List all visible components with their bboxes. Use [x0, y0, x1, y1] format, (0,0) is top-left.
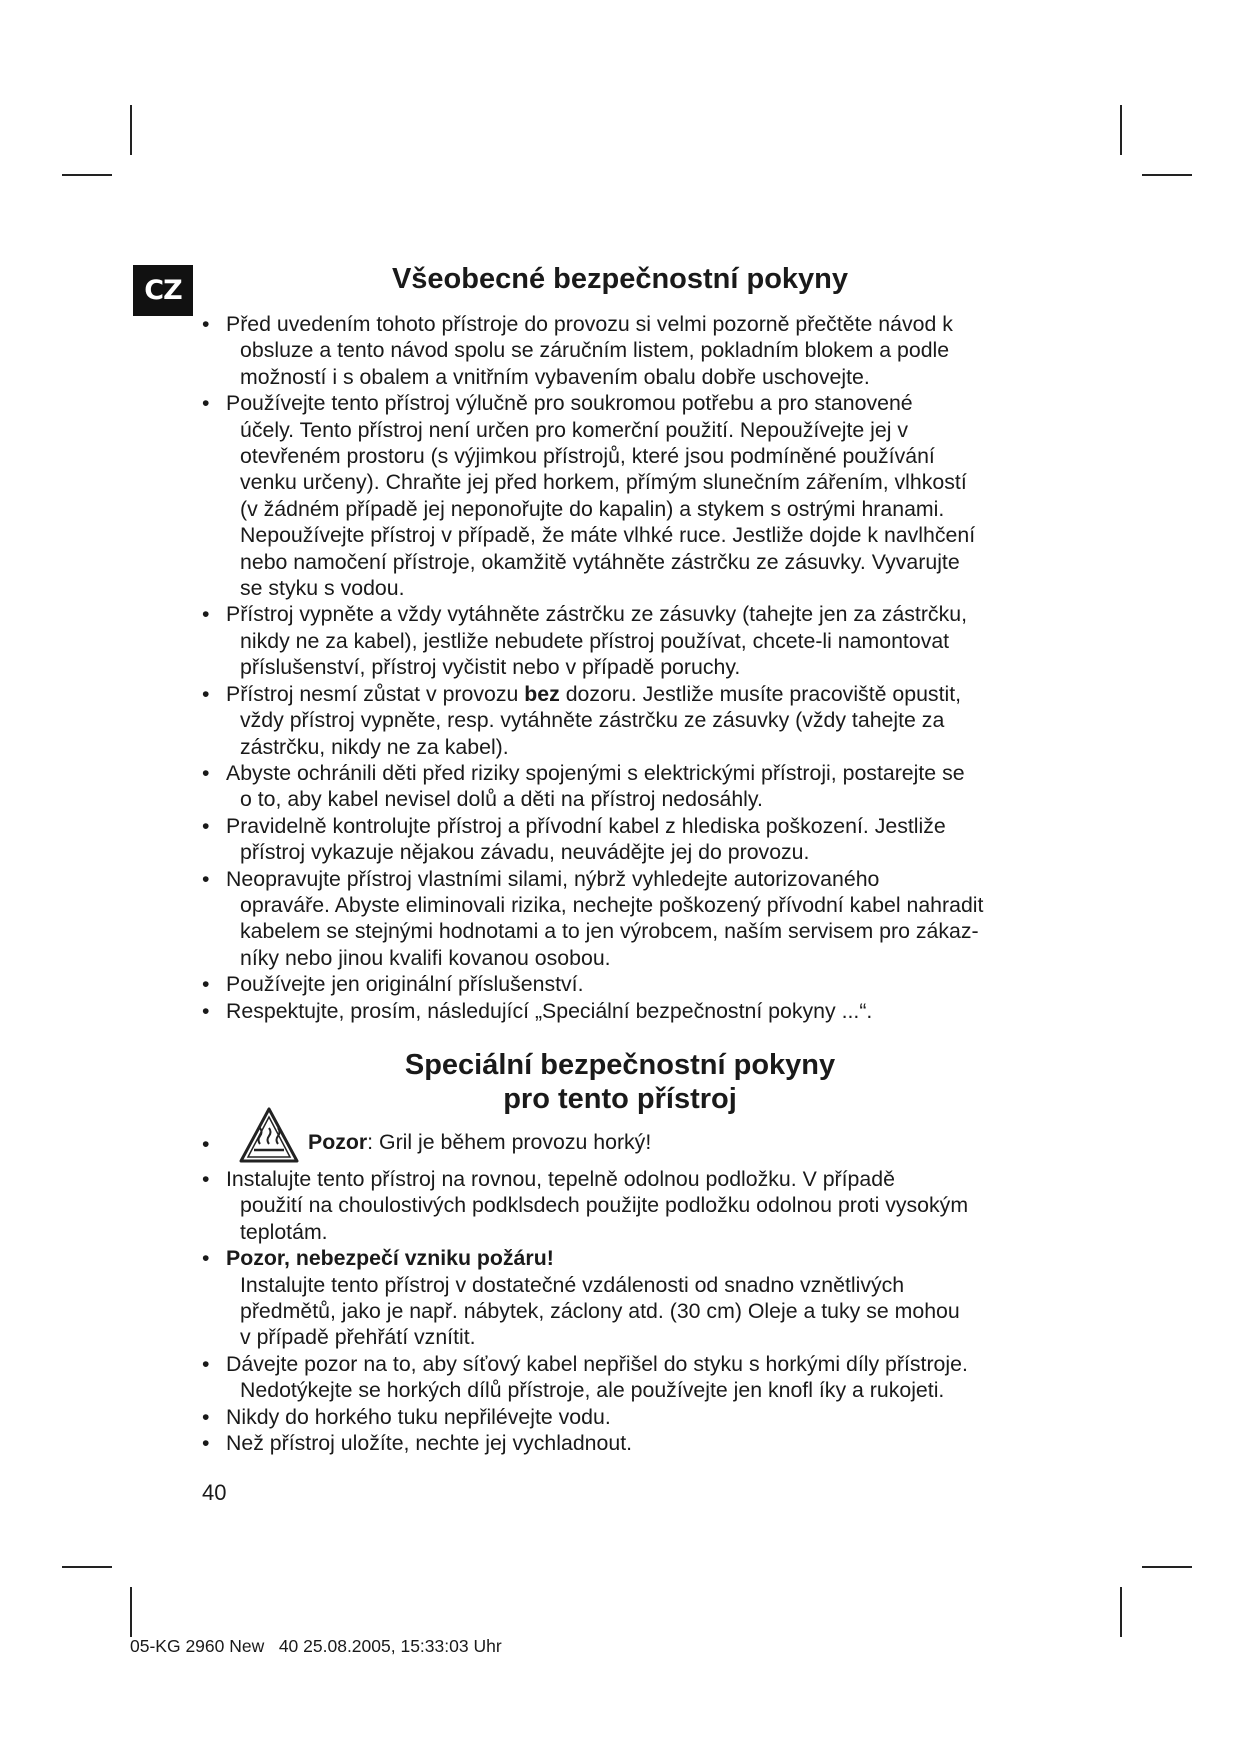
item-line: otevřeném prostoru (s výjimkou přístrojů, které jsou podmíněné používání: [240, 444, 935, 469]
crop-mark: [130, 1587, 132, 1637]
item-line: opraváře. Abyste eliminovali rizika, nechejte poškozený přívodní kabel nahradit: [240, 892, 984, 917]
item-line: níky nebo jinou kvalifi kovanou osobou.: [240, 945, 611, 970]
item-text: Přístroj nesmí zůstat v provozu: [226, 681, 525, 706]
item-line: Nikdy do horkého tuku nepřilévejte vodu.: [226, 1404, 611, 1429]
item-line: Než přístroj uložíte, nechte jej vychladnout.: [226, 1431, 633, 1456]
crop-mark: [130, 105, 132, 155]
item-line: Používejte tento přístroj výlučně pro soukromou potřebu a pro stanovené: [226, 391, 913, 416]
bullet: •: [202, 1431, 210, 1456]
item-line: použití na choulostivých podklsdech použijte podložku odolnou proti vysokým: [240, 1193, 969, 1218]
hot-warning-text: [308, 1130, 651, 1155]
bullet: •: [202, 813, 210, 838]
item-line: Před uvedením tohoto přístroje do provozu si velmi pozorně přečtěte návod k: [226, 312, 953, 336]
list-item: [200, 1430, 1080, 1456]
item-line: Přístroj vypněte a vždy vytáhněte zástrčku ze zásuvky (tahejte jen za zástrčku,: [226, 602, 967, 627]
crop-mark: [62, 1566, 112, 1568]
bullet: •: [202, 1246, 210, 1271]
language-tab: CZ: [133, 265, 193, 316]
bullet: •: [202, 391, 210, 416]
section-title-special-line1: Speciální bezpečnostní pokyny: [404, 1049, 836, 1081]
item-line: předmětů, jako je např. nábytek, záclony atd. (30 cm) Oleje a tuky se mohou: [240, 1299, 960, 1324]
item-text: dozoru. Jestliže musíte pracoviště opustit,: [559, 681, 962, 706]
item-line: přístroj vykazuje nějakou závadu, neuvádějte jej do provozu.: [240, 840, 810, 865]
item-line: vždy přístroj vypněte, resp. vytáhněte zástrčku ze zásuvky (vždy tahejte za: [240, 708, 945, 733]
list-item: [200, 1166, 1080, 1245]
list-item: [200, 311, 1080, 390]
item-line: Pravidelně kontrolujte přístroj a přívodní kabel z hlediska poškození. Jestliže: [226, 813, 946, 838]
item-line: nikdy ne za kabel), jestliže nebudete přístroj používat, chcete-li namontovat: [240, 628, 950, 653]
print-footer: 05-KG 2960 New 40 25.08.2005, 15:33:03 Uhr: [130, 1636, 502, 1656]
item-line: zástrčku, nikdy ne za kabel).: [240, 734, 509, 759]
bullet: •: [202, 972, 210, 997]
hot-warning-row: [200, 1102, 1080, 1164]
item-text-bold: bez: [524, 681, 560, 706]
item-line: účely. Tento přístroj není určen pro komerční použití. Nepoužívejte jej v: [240, 417, 909, 442]
section-title-special-line2: pro tento přístroj: [503, 1083, 737, 1115]
page-number: 40: [202, 1480, 227, 1505]
hot-surface-warning-icon: [238, 1106, 300, 1164]
item-line: venku určeny). Chraňte jej před horkem, přímým slunečním zářením, vlhkostí: [240, 470, 967, 495]
list-item: [200, 390, 1080, 601]
list-item: [200, 681, 1080, 760]
list-item: [200, 1351, 1080, 1404]
list-item: [200, 813, 1080, 866]
item-line: nebo namočení přístroje, okamžitě vytáhněte zástrčku ze zásuvky. Vyvarujte: [240, 549, 960, 574]
item-line: (v žádném případě jej neponořujte do kapalin) a stykem s ostrými hranami.: [240, 496, 945, 521]
warning-label: Pozor: [308, 1130, 368, 1154]
list-item: [200, 1404, 1080, 1430]
bullet: •: [202, 312, 210, 336]
section-title-general: Všeobecné bezpečnostní pokyny: [391, 263, 849, 295]
list-item: [200, 760, 1080, 813]
item-line: Respektujte, prosím, následující „Speciální bezpečnostní pokyny ...“.: [226, 998, 873, 1023]
item-line: [226, 681, 1080, 707]
bullet: •: [202, 998, 210, 1023]
item-line: Instalujte tento přístroj na rovnou, tepelně odolnou podložku. V případě: [226, 1167, 895, 1191]
bullet: •: [202, 1132, 210, 1156]
item-line: příslušenství, přístroj vyčistit nebo v případě poruchy.: [240, 655, 741, 680]
item-line: Používejte jen originální příslušenství.: [226, 972, 584, 997]
warning-message: : Gril je během provozu horký!: [367, 1130, 652, 1154]
item-line: Instalujte tento přístroj v dostatečné vzdálenosti od snadno vznětlivých: [240, 1272, 905, 1297]
item-line: teplotám.: [240, 1219, 328, 1244]
list-item: [200, 866, 1080, 972]
bullet: •: [202, 1351, 210, 1376]
crop-mark: [1142, 174, 1192, 176]
list-item: [200, 1245, 1080, 1351]
bullet: •: [202, 760, 210, 785]
item-line: kabelem se stejnými hodnotami a to jen výrobcem, naším servisem pro zákaz-: [240, 919, 979, 944]
crop-mark: [1142, 1566, 1192, 1568]
item-line: Dávejte pozor na to, aby síťový kabel nepřišel do styku s horkými díly přístroje.: [226, 1351, 968, 1376]
item-line: v případě přehřátí vznítit.: [240, 1325, 476, 1350]
list-item: [200, 971, 1080, 997]
item-line: o to, aby kabel nevisel dolů a děti na přístroj nedosáhly.: [240, 787, 763, 812]
list-item: [200, 601, 1080, 680]
item-heading: Pozor, nebezpečí vzniku požáru!: [226, 1246, 554, 1271]
item-line: Nedotýkejte se horkých dílů přístroje, ale používejte jen knofl íky a rukojeti.: [240, 1378, 945, 1403]
crop-mark: [1120, 1587, 1122, 1637]
crop-mark: [1120, 105, 1122, 155]
item-line: se styku s vodou.: [240, 576, 405, 601]
bullet: •: [202, 681, 210, 706]
item-line: Abyste ochránili děti před riziky spojenými s elektrickými přístroji, postarejte se: [226, 760, 965, 785]
bullet: •: [202, 1167, 210, 1191]
list-item: [200, 998, 1080, 1024]
item-line: obsluze a tento návod spolu se záručním listem, pokladním blokem a podle: [240, 338, 950, 363]
crop-mark: [62, 174, 112, 176]
general-safety-list: [200, 311, 1080, 1024]
bullet: •: [202, 866, 210, 891]
bullet: •: [202, 602, 210, 627]
item-line: Nepoužívejte přístroj v případě, že máte vlhké ruce. Jestliže dojde k navlhčení: [240, 523, 976, 548]
item-line: možností i s obalem a vnitřním vybavením obalu dobře uschovejte.: [240, 364, 870, 389]
bullet: •: [202, 1404, 210, 1429]
special-safety-list: [200, 1166, 1080, 1456]
item-line: Neopravujte přístroj vlastními silami, nýbrž vyhledejte autorizovaného: [226, 866, 880, 891]
